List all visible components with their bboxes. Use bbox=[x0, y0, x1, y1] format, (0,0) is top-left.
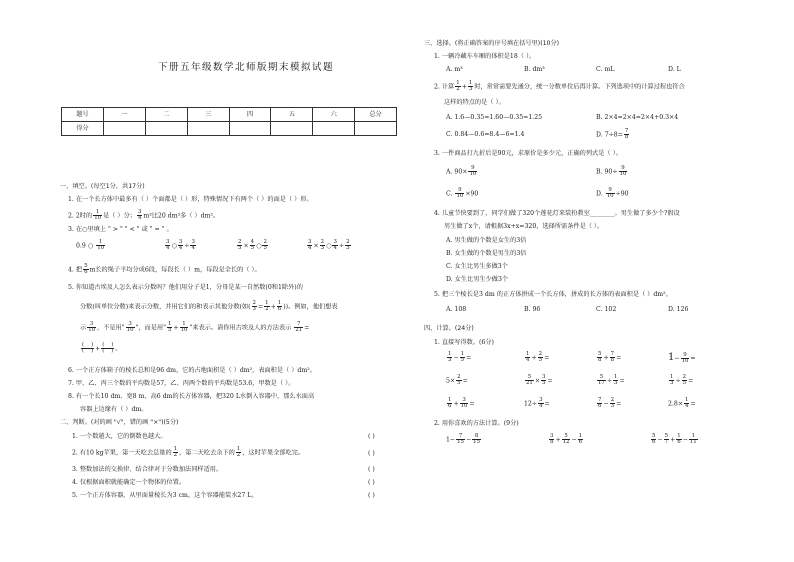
table-cell: 一 bbox=[103, 108, 145, 122]
choice-2a: 2. 计算 $\frac{1}{2}$ + $\frac{1}{3}$ 时，常常需要先通分，统一分数单位后再计算。下列选项中的计算过程也符合 bbox=[434, 80, 685, 93]
question-1-3: 3. 在○里填上 " > " " < " 或 " = " 。 bbox=[68, 226, 173, 233]
score-input-cell[interactable] bbox=[313, 122, 355, 136]
q-text: 是（ ）分； bbox=[103, 212, 136, 220]
q-text: ，第二天吃去余下的 bbox=[179, 449, 235, 457]
calc-2-head: 2. 用你喜欢的方法计算。(9分) bbox=[434, 420, 519, 427]
calc-item[interactable]: $\frac{3}{8}$ + $\frac{5}{12}$ − $\frac{1}{6}$ bbox=[550, 433, 583, 446]
judge-mark[interactable]: ( ) bbox=[368, 450, 375, 457]
section-heading-fill-blank: 一、填空。(每空1分，共17分) bbox=[60, 183, 145, 190]
q-text: "来表示。请你用古埃及人的方法表示 bbox=[189, 324, 292, 332]
option[interactable]: C. $\frac{9}{10}$ ×90 bbox=[446, 187, 479, 200]
fraction: $\frac{3}{4}$ bbox=[137, 209, 142, 222]
option[interactable]: A. 90× $\frac{9}{10}$ bbox=[446, 165, 477, 178]
choice-1: 1. 一辆冷藏车车厢的体积是18（ ）。 bbox=[434, 53, 536, 60]
option[interactable]: C. 0.84—0.6=8.4—6=1.4 bbox=[446, 131, 525, 138]
judge-mark[interactable]: ( ) bbox=[368, 433, 375, 440]
choice-4a: 4. 儿童节快要到了，同学们做了320个莲花灯来装扮教室________。男生做了多少个?假设 bbox=[434, 210, 680, 217]
option[interactable]: B. 2×4=2×4=2×4+0.3×4 bbox=[596, 114, 679, 121]
option[interactable]: A. 1.6—0.35=1.60—0.35=1.25 bbox=[446, 114, 543, 121]
compare-item: $\frac{2}{5}$ × $\frac{4}{5}$ ○ $\frac{2}{5}$ bbox=[238, 239, 267, 252]
q-text: 示 bbox=[80, 324, 87, 332]
judge-mark[interactable]: ( ) bbox=[368, 492, 375, 499]
choice-3: 3. 一件商品打九折后是90元，求原价是多少元，正确的列式是（ ）。 bbox=[434, 150, 622, 157]
option[interactable]: A. 108 bbox=[446, 306, 467, 313]
q-text: )。例如，他们想表 bbox=[285, 303, 338, 311]
option[interactable]: B. 96 bbox=[524, 306, 541, 313]
calc-item[interactable]: $\frac{5}{21}$ × $\frac{3}{5}$ = bbox=[526, 374, 553, 387]
table-cell: 题号 bbox=[62, 108, 104, 122]
q-text: m长的绳子平均分成6段，每段长（ ）m，每段是全长的（ ）。 bbox=[89, 266, 261, 274]
question-1-5b: 分数(叫单位分数)来表示分数，并用它们的和表示其他分数(如( $\frac{2}{3}$ = $\frac{1}{2}$ + $\frac{1}{6}$ ))。例如，他们想表 bbox=[80, 300, 338, 313]
judge-mark[interactable]: ( ) bbox=[368, 466, 375, 473]
calc-item[interactable]: $\frac{1}{4}$ + $\frac{2}{5}$ = bbox=[526, 351, 550, 364]
compare-item: $\frac{3}{4}$ ○ $\frac{3}{4}$ ÷ $\frac{3}{4}$ bbox=[166, 239, 195, 252]
option[interactable]: D. 7÷8= $\frac{7}{8}$ bbox=[596, 128, 629, 141]
option[interactable]: C. mL bbox=[596, 66, 615, 73]
q-text: ，这时苹果全部吃完。 bbox=[242, 449, 305, 457]
score-table bbox=[61, 107, 397, 136]
option[interactable]: D. 女生比男生少做3个 bbox=[446, 276, 509, 283]
judge-3: 3. 整数加法的交换律、结合律对于分数加法同样适用。 bbox=[72, 466, 223, 473]
question-1-8a: 8. 有一个长10 dm、宽8 m、高6 dm的长方体容器，把320 L水倒入容器中，那么水面高 bbox=[68, 393, 315, 400]
option[interactable]: B. 90÷ $\frac{9}{10}$ bbox=[596, 165, 627, 178]
option[interactable]: B. 女生做的个数是男生的3倍 bbox=[446, 250, 527, 257]
calc-item[interactable]: $\frac{5}{8}$ + $\frac{7}{8}$ = bbox=[598, 351, 622, 364]
score-input-cell[interactable] bbox=[145, 122, 187, 136]
table-cell: 总分 bbox=[355, 108, 397, 122]
option[interactable]: D. 126 bbox=[668, 306, 689, 313]
q-text: 4. 把 bbox=[68, 266, 83, 274]
score-input-cell[interactable] bbox=[229, 122, 271, 136]
section-heading-judge: 二、判断。(对的画 "√"，错的画 "×")(5分) bbox=[60, 419, 179, 426]
question-1-4: 4. 把 $\frac{5}{6}$ m长的绳子平均分成6段，每段长（ ）m，每段是全长的（ ）。 bbox=[68, 263, 261, 276]
question-1-5a: 5. 你知道古埃及人怎么表示分数吗？他们用分子是1，分母是某一自然数(0和1除外)的 bbox=[68, 284, 303, 291]
question-1-8b: 容器上边缘有（ ）dm。 bbox=[80, 406, 148, 413]
judge-2: 2. 有10 kg苹果，第一天吃去总量的 $\frac{1}{2}$ ，第二天吃去余下的 $\frac{1}{2}$ ，这时苹果全部吃完。 bbox=[72, 446, 305, 459]
judge-5: 5. 一个正方体容器，从里面量棱长为3 cm，这个容器能装水27 L。 bbox=[72, 492, 258, 499]
q-text: "，而是用" bbox=[135, 324, 166, 332]
calc-item[interactable]: 2.8× $\frac{1}{4}$ = bbox=[668, 397, 696, 410]
choice-5: 5. 把三个棱长是3 dm 的正方体拼成一个长方体，拼成的长方体的表面积是（ ）dm²。 bbox=[434, 291, 672, 298]
table-row bbox=[62, 108, 397, 122]
option[interactable]: A. m³ bbox=[446, 66, 463, 73]
option[interactable]: C. 女生比男生多做3个 bbox=[446, 263, 508, 270]
compare-item: $\frac{3}{4}$ × $\frac{2}{3}$ ○ $\frac{3}{4}$ ÷ $\frac{2}{3}$ bbox=[308, 239, 350, 252]
q-text: 时，常常需要先通分，统一分数单位后再计算。下列选项中的计算过程也符合 bbox=[474, 83, 685, 91]
calc-item[interactable]: 12÷ $\frac{3}{4}$ = bbox=[524, 397, 550, 410]
calc-item[interactable]: $\frac{7}{6}$ − $\frac{2}{3}$ = bbox=[598, 397, 622, 410]
answer-fraction-blanks[interactable]: $\frac{( )}{( )}$ + $\frac{( )}{( )}$ 。 bbox=[82, 342, 122, 355]
q-text: 2. 有10 kg苹果，第一天吃去总量的 bbox=[72, 449, 172, 457]
question-1-5c: 示 $\frac{3}{10}$ ，不是用" $\frac{3}{10}$ "，而是用" $\frac{1}{5}$ + $\frac{1}{10}$ "来表示。请你用古埃及人的方法表示 $\frac{7}{21}$ = bbox=[80, 321, 310, 334]
score-input-cell[interactable] bbox=[271, 122, 313, 136]
table-cell: 得分 bbox=[62, 122, 104, 136]
q-text: 2. 2时的 bbox=[68, 212, 93, 220]
option[interactable]: B. dm³ bbox=[524, 66, 545, 73]
option[interactable]: D. L bbox=[668, 66, 681, 73]
q-text: 2. 计算 bbox=[434, 83, 455, 91]
question-1-1: 1. 在一个长方体中最多有（ ）个面都是（ ）形，特殊情况下有两个（ ）的面是（ ）形。 bbox=[68, 196, 313, 203]
q-text: + bbox=[270, 303, 276, 311]
question-1-7: 7. 甲、乙、丙三个数的平均数是57，乙、丙两个数的平均数是53.6，甲数是（ ）。 bbox=[68, 380, 295, 387]
calc-item[interactable]: 1− $\frac{9}{10}$ = bbox=[668, 351, 696, 364]
judge-4: 4. 仅根据面积就能确定一个物体的位置。 bbox=[72, 479, 186, 486]
choice-2b: 这样的特点的是（ ）。 bbox=[444, 99, 505, 106]
table-cell: 五 bbox=[271, 108, 313, 122]
fraction: $\frac{1}{10}$ bbox=[94, 209, 102, 222]
calc-item[interactable]: $\frac{5}{6}$ − $\frac{5}{7}$ + $\frac{1}{6}$ − $\frac{1}{11}$ bbox=[652, 433, 697, 446]
table-cell: 二 bbox=[145, 108, 187, 122]
table-row bbox=[62, 122, 397, 136]
score-input-cell[interactable] bbox=[355, 122, 397, 136]
q-text: ，不是用" bbox=[97, 324, 125, 332]
calc-item[interactable]: $\frac{5}{17}$ ÷ $\frac{1}{3}$ = bbox=[598, 374, 625, 387]
q-text: 分数(叫单位分数)来表示分数，并用它们的和表示其他分数(如 bbox=[80, 303, 249, 311]
calc-item[interactable]: $\frac{1}{6}$ + $\frac{3}{10}$ = bbox=[448, 397, 475, 410]
section-heading-choice: 三、选择。(将正确答案的序号填在括号里)(10分) bbox=[424, 40, 560, 47]
q-text: = bbox=[257, 303, 264, 311]
page-title: 下册五年级数学北师版期末模拟试题 bbox=[158, 62, 335, 73]
q-text: = bbox=[304, 324, 310, 332]
option[interactable]: C. 102 bbox=[596, 306, 617, 313]
calc-item[interactable]: $\frac{1}{3}$ ÷ $\frac{2}{5}$ = bbox=[670, 374, 694, 387]
score-input-cell[interactable] bbox=[103, 122, 145, 136]
calc-1-head: 1. 直接写得数。(6分) bbox=[434, 339, 494, 346]
choice-4b: 男生做了x个，请根据3x+x=320，选择所需条件是（ ）。 bbox=[444, 223, 604, 230]
table-cell: 四 bbox=[229, 108, 271, 122]
calc-item[interactable]: $\frac{1}{3}$ − $\frac{1}{5}$ = bbox=[448, 351, 472, 364]
calc-item[interactable]: 5× $\frac{2}{5}$ = bbox=[446, 374, 468, 387]
q-text: m³比20 dm³多（ ）dm³。 bbox=[143, 212, 220, 220]
question-1-6: 6. 一个正方体箱子的棱长总和是96 dm，它的占地面积是（ ）dm²，表面积是（ ）dm²。 bbox=[68, 367, 316, 374]
option[interactable]: D. $\frac{9}{10}$ ÷90 bbox=[596, 187, 629, 200]
section-heading-calc: 四、计算。(24分) bbox=[424, 325, 474, 332]
calc-item[interactable]: 1− $\frac{7}{15}$ − $\frac{8}{15}$ bbox=[446, 433, 481, 446]
question-1-2 bbox=[68, 210, 219, 222]
table-cell: 三 bbox=[187, 108, 229, 122]
score-input-cell[interactable] bbox=[187, 122, 229, 136]
judge-mark[interactable]: ( ) bbox=[368, 479, 375, 486]
table-cell: 六 bbox=[313, 108, 355, 122]
judge-1: 1. 一个数越大，它的倒数也越大。 bbox=[72, 433, 167, 440]
compare-item: 0.9 ○ $\frac{1}{10}$ bbox=[76, 239, 105, 252]
option[interactable]: A. 男生做的个数是女生的3倍 bbox=[446, 237, 527, 244]
